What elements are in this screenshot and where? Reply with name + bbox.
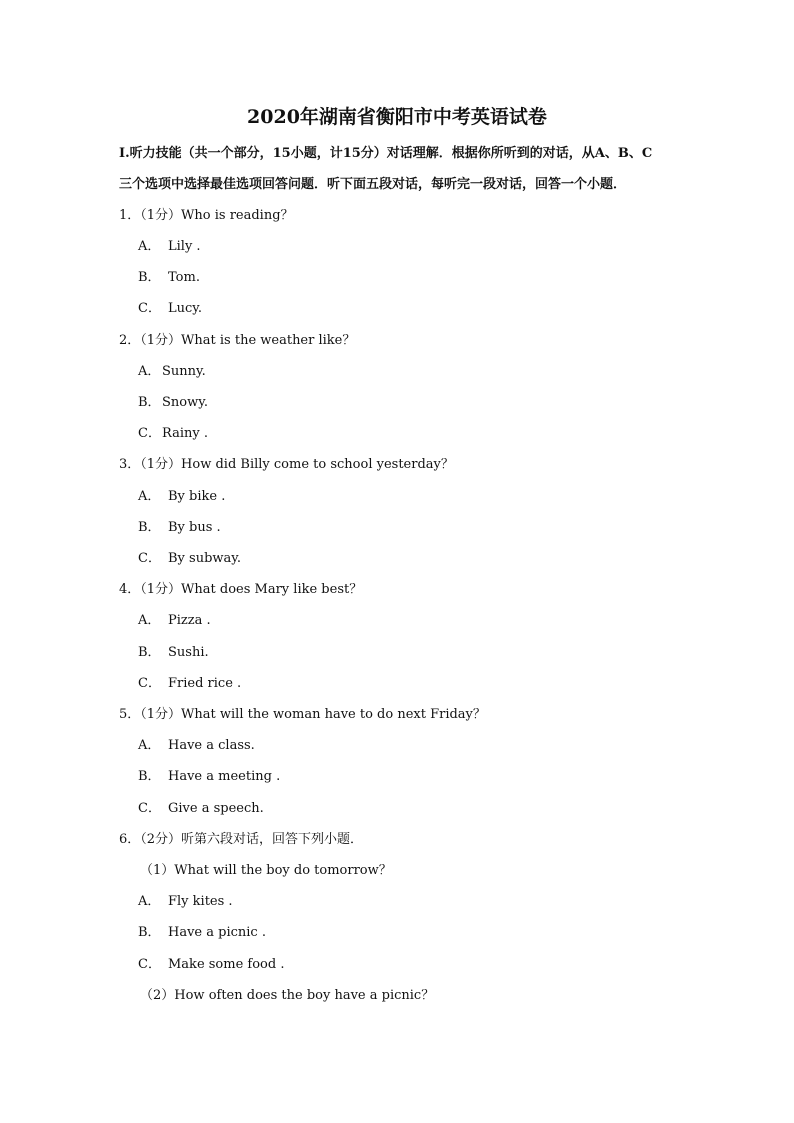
question-3-option-c: C． By subway.	[138, 551, 242, 566]
question-2-option-c: C．Rainy .	[138, 426, 208, 441]
question-2-option-b: B．Snowy.	[138, 395, 208, 410]
question-6-option-b: B． Have a picnic .	[138, 925, 266, 940]
question-6-sub-2: （2）How often does the boy have a picnic？	[140, 988, 435, 1003]
section-intro-line-1: I.听力技能（共一个部分，15小题，计15分）对话理解．根据你所听到的对话，从A、B、C	[119, 146, 653, 161]
question-4-option-a: A． Pizza .	[138, 613, 211, 628]
question-3-option-b: B． By bus .	[138, 520, 221, 535]
question-6-option-c: C． Make some food .	[138, 957, 285, 972]
question-4-option-b: B． Sushi.	[138, 645, 209, 660]
question-2-option-a: A． Sunny.	[138, 364, 206, 379]
question-6-sub-1: （1）What will the boy do tomorrow？	[140, 863, 392, 878]
question-5-option-a: A． Have a class.	[138, 738, 255, 753]
question-1-option-a: A． Lily .	[138, 239, 201, 254]
question-6: 6．（2分）听第六段对话，回答下列小题．	[119, 832, 364, 847]
question-1-option-b: B． Tom.	[138, 270, 200, 285]
question-4-option-c: C． Fried rice .	[138, 676, 242, 691]
question-5-option-b: B． Have a meeting .	[138, 769, 281, 784]
section-intro-line-2: 三个选项中选择最佳选项回答问题．听下面五段对话，每听完一段对话，回答一个小题．	[119, 177, 627, 192]
exam-title: 2020年湖南省衡阳市中考英语试卷	[247, 106, 547, 128]
question-5: 5．（1分）What will the woman have to do next Friday？	[119, 707, 486, 722]
question-2: 2．（1分）What is the weather like？	[119, 333, 356, 348]
question-1-option-c: C． Lucy.	[138, 301, 203, 316]
question-3-option-a: A． By bike .	[138, 489, 226, 504]
question-6-option-a: A． Fly kites .	[138, 894, 233, 909]
question-5-option-c: C． Give a speech.	[138, 801, 264, 816]
question-3: 3．（1分）How did Billy come to school yesterday？	[119, 457, 454, 472]
question-1: 1．（1分）Who is reading？	[119, 208, 294, 223]
question-4: 4．（1分）What does Mary like best？	[119, 582, 363, 597]
